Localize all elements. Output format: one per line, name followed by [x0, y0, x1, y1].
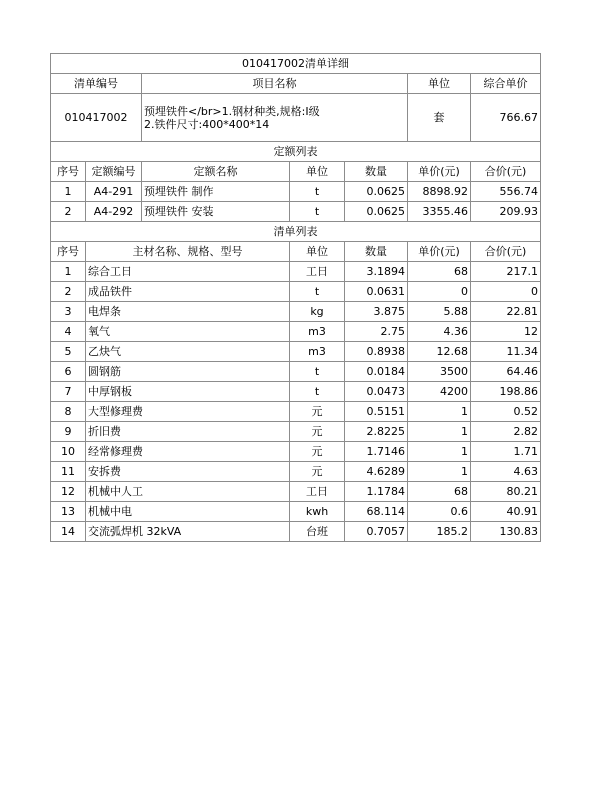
- material-total: 217.1: [471, 262, 541, 282]
- material-price: 1: [408, 402, 471, 422]
- material-price: 0.6: [408, 502, 471, 522]
- material-total: 4.63: [471, 462, 541, 482]
- material-row: [51, 282, 541, 302]
- material-unit: 元: [290, 402, 345, 422]
- quota-total: 209.93: [471, 202, 541, 222]
- material-row: [51, 502, 541, 522]
- material-qty: 0.0473: [345, 382, 408, 402]
- material-unit: m3: [290, 322, 345, 342]
- material-no: 9: [51, 422, 86, 442]
- quota-name-header: 定额名称: [142, 162, 290, 182]
- material-qty: 1.7146: [345, 442, 408, 462]
- material-total: 22.81: [471, 302, 541, 322]
- material-unit: t: [290, 362, 345, 382]
- material-name: 圆钢筋: [86, 362, 290, 382]
- material-unit: 元: [290, 462, 345, 482]
- material-name: 大型修理费: [86, 402, 290, 422]
- material-no: 2: [51, 282, 86, 302]
- material-no: 14: [51, 522, 86, 542]
- quota-name: 预埋铁件 安装: [142, 202, 290, 222]
- material-total: 40.91: [471, 502, 541, 522]
- material-no: 3: [51, 302, 86, 322]
- material-no: 8: [51, 402, 86, 422]
- material-row: [51, 422, 541, 442]
- material-rows: [51, 262, 541, 542]
- material-name: 中厚钢板: [86, 382, 290, 402]
- quota-unit-header: 单位: [290, 162, 345, 182]
- quota-name: 预埋铁件 制作: [142, 182, 290, 202]
- material-qty: 2.8225: [345, 422, 408, 442]
- quota-qty-header: 数量: [345, 162, 408, 182]
- material-price: 4200: [408, 382, 471, 402]
- material-unit: 元: [290, 422, 345, 442]
- quota-unit: t: [290, 202, 345, 222]
- quota-code-header: 定额编号: [86, 162, 142, 182]
- material-unit: 工日: [290, 482, 345, 502]
- material-price: 4.36: [408, 322, 471, 342]
- material-total: 0: [471, 282, 541, 302]
- material-qty: 68.114: [345, 502, 408, 522]
- material-total: 198.86: [471, 382, 541, 402]
- bill-code-header: 清单编号: [51, 74, 142, 94]
- bill-header-row: [51, 74, 541, 94]
- quota-row: [51, 202, 541, 222]
- quota-row: [51, 182, 541, 202]
- material-row: [51, 322, 541, 342]
- material-name: 交流弧焊机 32kVA: [86, 522, 290, 542]
- material-unit: 工日: [290, 262, 345, 282]
- bill-price-header: 综合单价: [471, 74, 541, 94]
- quota-header-row: [51, 162, 541, 182]
- material-row: [51, 442, 541, 462]
- material-row: [51, 482, 541, 502]
- material-price: 1: [408, 462, 471, 482]
- bill-row: [51, 94, 541, 142]
- material-name: 综合工日: [86, 262, 290, 282]
- bill-name-header: 项目名称: [142, 74, 408, 94]
- material-no: 7: [51, 382, 86, 402]
- quota-code: A4-291: [86, 182, 142, 202]
- quota-no-header: 序号: [51, 162, 86, 182]
- material-no: 5: [51, 342, 86, 362]
- material-no: 10: [51, 442, 86, 462]
- quota-total-header: 合价(元): [471, 162, 541, 182]
- bill-name: [142, 94, 408, 142]
- material-qty: 0.5151: [345, 402, 408, 422]
- material-total: 130.83: [471, 522, 541, 542]
- quota-qty: 0.0625: [345, 202, 408, 222]
- material-price: 3500: [408, 362, 471, 382]
- bill-detail-table: [50, 53, 541, 542]
- quota-unit: t: [290, 182, 345, 202]
- bill-unit: 套: [408, 94, 471, 142]
- material-price: 68: [408, 482, 471, 502]
- material-row: [51, 522, 541, 542]
- material-price: 5.88: [408, 302, 471, 322]
- quota-price: 3355.46: [408, 202, 471, 222]
- quota-no: 1: [51, 182, 86, 202]
- material-name: 安拆费: [86, 462, 290, 482]
- bill-code: 010417002: [51, 94, 142, 142]
- title-row: [51, 54, 541, 74]
- material-unit: kg: [290, 302, 345, 322]
- material-row: [51, 262, 541, 282]
- material-price: 1: [408, 442, 471, 462]
- material-unit: t: [290, 282, 345, 302]
- material-price: 185.2: [408, 522, 471, 542]
- material-total: 0.52: [471, 402, 541, 422]
- material-qty: 0.7057: [345, 522, 408, 542]
- material-unit-header: 单位: [290, 242, 345, 262]
- material-unit: 元: [290, 442, 345, 462]
- material-price: 1: [408, 422, 471, 442]
- material-unit: 台班: [290, 522, 345, 542]
- material-qty-header: 数量: [345, 242, 408, 262]
- material-name: 成品铁件: [86, 282, 290, 302]
- material-row: [51, 402, 541, 422]
- material-section-title: 清单列表: [51, 222, 541, 242]
- material-qty: 3.1894: [345, 262, 408, 282]
- bill-unit-header: 单位: [408, 74, 471, 94]
- material-unit: kwh: [290, 502, 345, 522]
- material-total: 1.71: [471, 442, 541, 462]
- material-unit: m3: [290, 342, 345, 362]
- material-qty: 0.0631: [345, 282, 408, 302]
- material-no: 6: [51, 362, 86, 382]
- material-qty: 0.0184: [345, 362, 408, 382]
- material-no: 13: [51, 502, 86, 522]
- material-name: 电焊条: [86, 302, 290, 322]
- material-row: [51, 382, 541, 402]
- material-section-row: [51, 222, 541, 242]
- quota-price-header: 单价(元): [408, 162, 471, 182]
- material-total: 2.82: [471, 422, 541, 442]
- quota-section-row: [51, 142, 541, 162]
- material-price: 0: [408, 282, 471, 302]
- material-row: [51, 362, 541, 382]
- material-total: 11.34: [471, 342, 541, 362]
- quota-price: 8898.92: [408, 182, 471, 202]
- material-qty: 2.75: [345, 322, 408, 342]
- material-price: 12.68: [408, 342, 471, 362]
- material-price: 68: [408, 262, 471, 282]
- material-unit: t: [290, 382, 345, 402]
- bill-name-line1: 预埋铁件</br>1.钢材种类,规格:I级: [144, 104, 320, 118]
- material-no-header: 序号: [51, 242, 86, 262]
- material-row: [51, 462, 541, 482]
- material-row: [51, 342, 541, 362]
- material-header-row: [51, 242, 541, 262]
- bill-price: 766.67: [471, 94, 541, 142]
- material-total: 64.46: [471, 362, 541, 382]
- material-no: 12: [51, 482, 86, 502]
- material-name: 机械中人工: [86, 482, 290, 502]
- material-no: 1: [51, 262, 86, 282]
- bill-name-line2: 2.铁件尺寸:400*400*14: [144, 117, 270, 131]
- material-name: 乙炔气: [86, 342, 290, 362]
- material-price-header: 单价(元): [408, 242, 471, 262]
- material-total-header: 合价(元): [471, 242, 541, 262]
- sheet-title: 010417002清单详细: [51, 54, 541, 74]
- material-row: [51, 302, 541, 322]
- material-no: 4: [51, 322, 86, 342]
- quota-section-title: 定额列表: [51, 142, 541, 162]
- material-name: 折旧费: [86, 422, 290, 442]
- material-total: 80.21: [471, 482, 541, 502]
- material-name: 氧气: [86, 322, 290, 342]
- material-name: 经常修理费: [86, 442, 290, 462]
- quota-qty: 0.0625: [345, 182, 408, 202]
- material-name-header: 主材名称、规格、型号: [86, 242, 290, 262]
- quota-no: 2: [51, 202, 86, 222]
- material-qty: 1.1784: [345, 482, 408, 502]
- quota-code: A4-292: [86, 202, 142, 222]
- material-no: 11: [51, 462, 86, 482]
- material-total: 12: [471, 322, 541, 342]
- material-qty: 0.8938: [345, 342, 408, 362]
- material-qty: 4.6289: [345, 462, 408, 482]
- material-qty: 3.875: [345, 302, 408, 322]
- quota-total: 556.74: [471, 182, 541, 202]
- material-name: 机械中电: [86, 502, 290, 522]
